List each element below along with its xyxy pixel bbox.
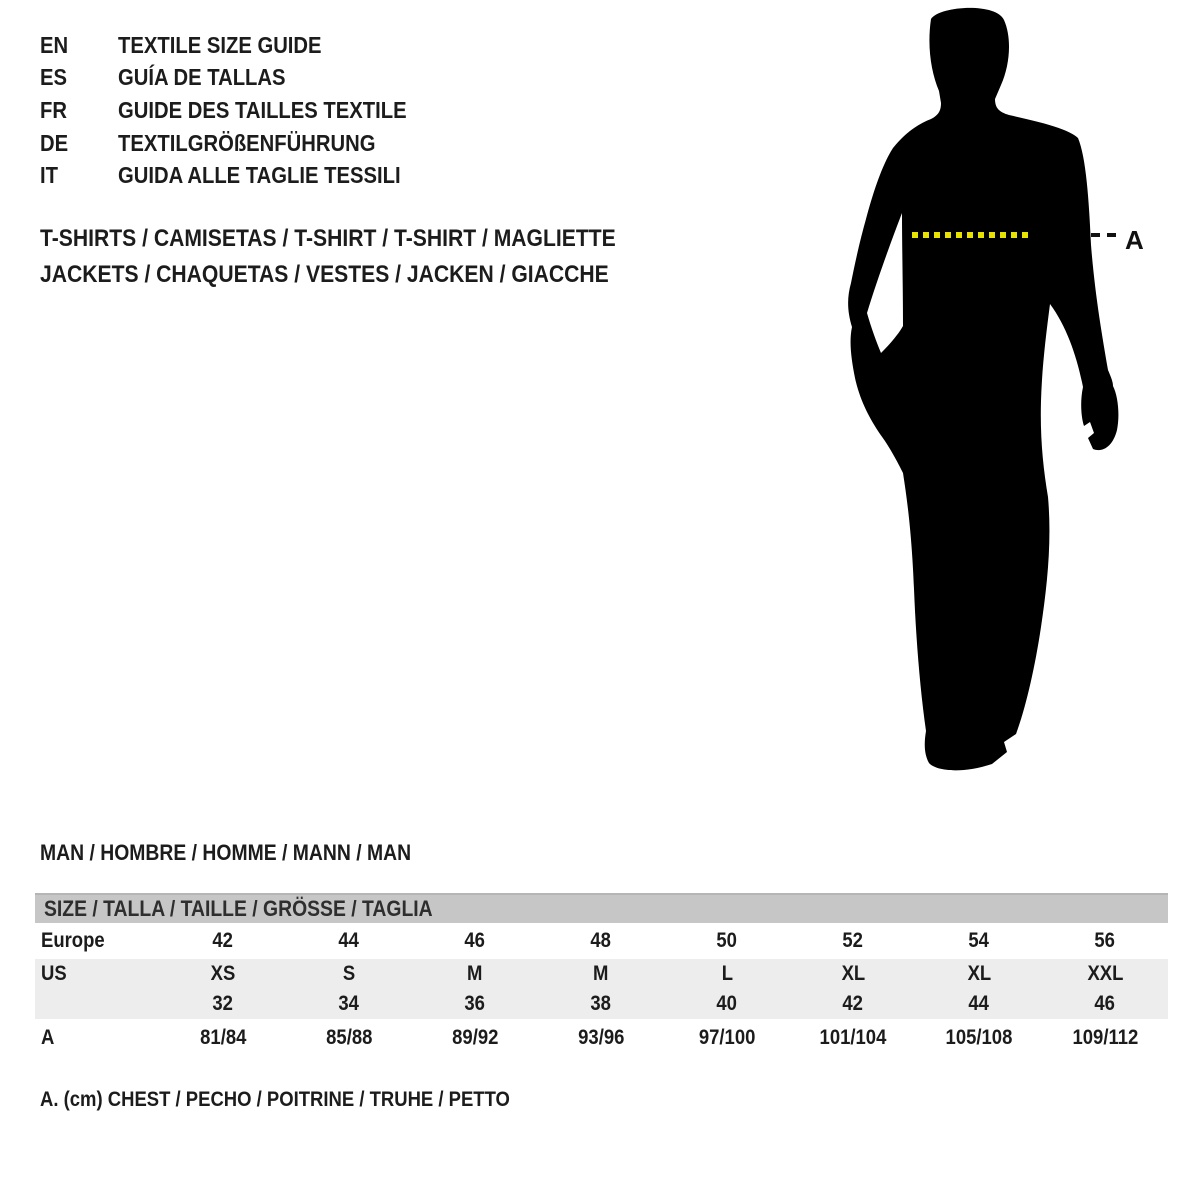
table-cell: 101/104 [819, 1025, 887, 1049]
measurement-legend [40, 1088, 574, 1112]
table-cell: 48 [590, 929, 612, 952]
size-table [35, 923, 1168, 1056]
table-cell: M [593, 962, 609, 985]
category-list [40, 221, 694, 292]
language-row-en [40, 29, 446, 62]
table-cell: XXL [1087, 962, 1123, 985]
table-cell: 36 [464, 992, 486, 1015]
table-cell: 40 [716, 992, 738, 1015]
language-title: TEXTILE SIZE GUIDE [118, 31, 322, 58]
table-row-chest [35, 1019, 1168, 1056]
section-title-man [40, 840, 462, 866]
table-cell: XL [967, 962, 991, 985]
size-table-header-text: SIZE / TALLA / TAILLE / GRÖSSE / TAGLIA [44, 896, 433, 921]
annotation-label-a: A [1125, 225, 1144, 255]
table-cell: 81/84 [199, 1025, 247, 1049]
table-cell: S [342, 962, 356, 985]
language-title: GUÍA DE TALLAS [118, 64, 286, 91]
table-cell: 109/112 [1072, 1025, 1138, 1049]
table-cell: 44 [968, 992, 990, 1015]
language-code: ES [40, 64, 68, 91]
table-cell: XS [210, 962, 236, 985]
language-title: GUIDE DES TAILLES TEXTILE [118, 96, 407, 123]
language-row-de [40, 127, 446, 160]
row-label: Europe [41, 929, 105, 952]
table-cell: 38 [590, 992, 612, 1015]
language-code: DE [40, 129, 69, 156]
table-cell: 85/88 [325, 1025, 373, 1049]
language-title: GUIDA ALLE TAGLIE TESSILI [118, 162, 401, 189]
table-cell: 46 [1094, 992, 1116, 1015]
size-table-section [35, 893, 1168, 1056]
language-code: FR [40, 96, 67, 123]
table-cell: 44 [338, 929, 360, 952]
language-title-list [40, 29, 446, 192]
table-cell: 46 [464, 929, 486, 952]
table-cell: 32 [212, 992, 234, 1015]
table-row-numeric [35, 989, 1168, 1019]
table-row-europe [35, 923, 1168, 959]
language-code: IT [40, 162, 58, 189]
table-cell: 42 [842, 992, 864, 1015]
table-cell: 105/108 [945, 1025, 1013, 1049]
man-silhouette-figure [845, 5, 1145, 780]
table-cell: 52 [842, 929, 864, 952]
language-row-es [40, 62, 446, 95]
row-label: US [41, 962, 67, 985]
size-table-header [35, 893, 1168, 923]
language-code: EN [40, 31, 69, 58]
table-cell: M [467, 962, 483, 985]
language-title: TEXTILGRÖßENFÜHRUNG [118, 129, 376, 156]
table-row-us [35, 959, 1168, 989]
category-line-jackets: JACKETS / CHAQUETAS / VESTES / JACKEN / GIACCHE [40, 260, 609, 288]
table-cell: 56 [1094, 929, 1116, 952]
table-cell: XL [841, 962, 865, 985]
table-cell: 34 [338, 992, 360, 1015]
table-cell: 89/92 [451, 1025, 499, 1049]
measurement-legend-text: A. (cm) CHEST / PECHO / POITRINE / TRUHE / PETTO [40, 1088, 510, 1111]
table-cell: L [721, 962, 733, 985]
section-title-text: MAN / HOMBRE / HOMME / MANN / MAN [40, 840, 412, 865]
man-silhouette [848, 8, 1118, 770]
table-cell: 54 [968, 929, 990, 952]
language-row-fr [40, 94, 446, 127]
table-cell: 42 [212, 929, 234, 952]
table-cell: 50 [716, 929, 738, 952]
row-label: A [41, 1025, 55, 1049]
category-line-tshirts: T-SHIRTS / CAMISETAS / T-SHIRT / T-SHIRT / MAGLIETTE [40, 225, 616, 252]
table-cell: 93/96 [577, 1025, 625, 1049]
language-row-it [40, 159, 446, 192]
table-cell: 97/100 [698, 1025, 756, 1049]
